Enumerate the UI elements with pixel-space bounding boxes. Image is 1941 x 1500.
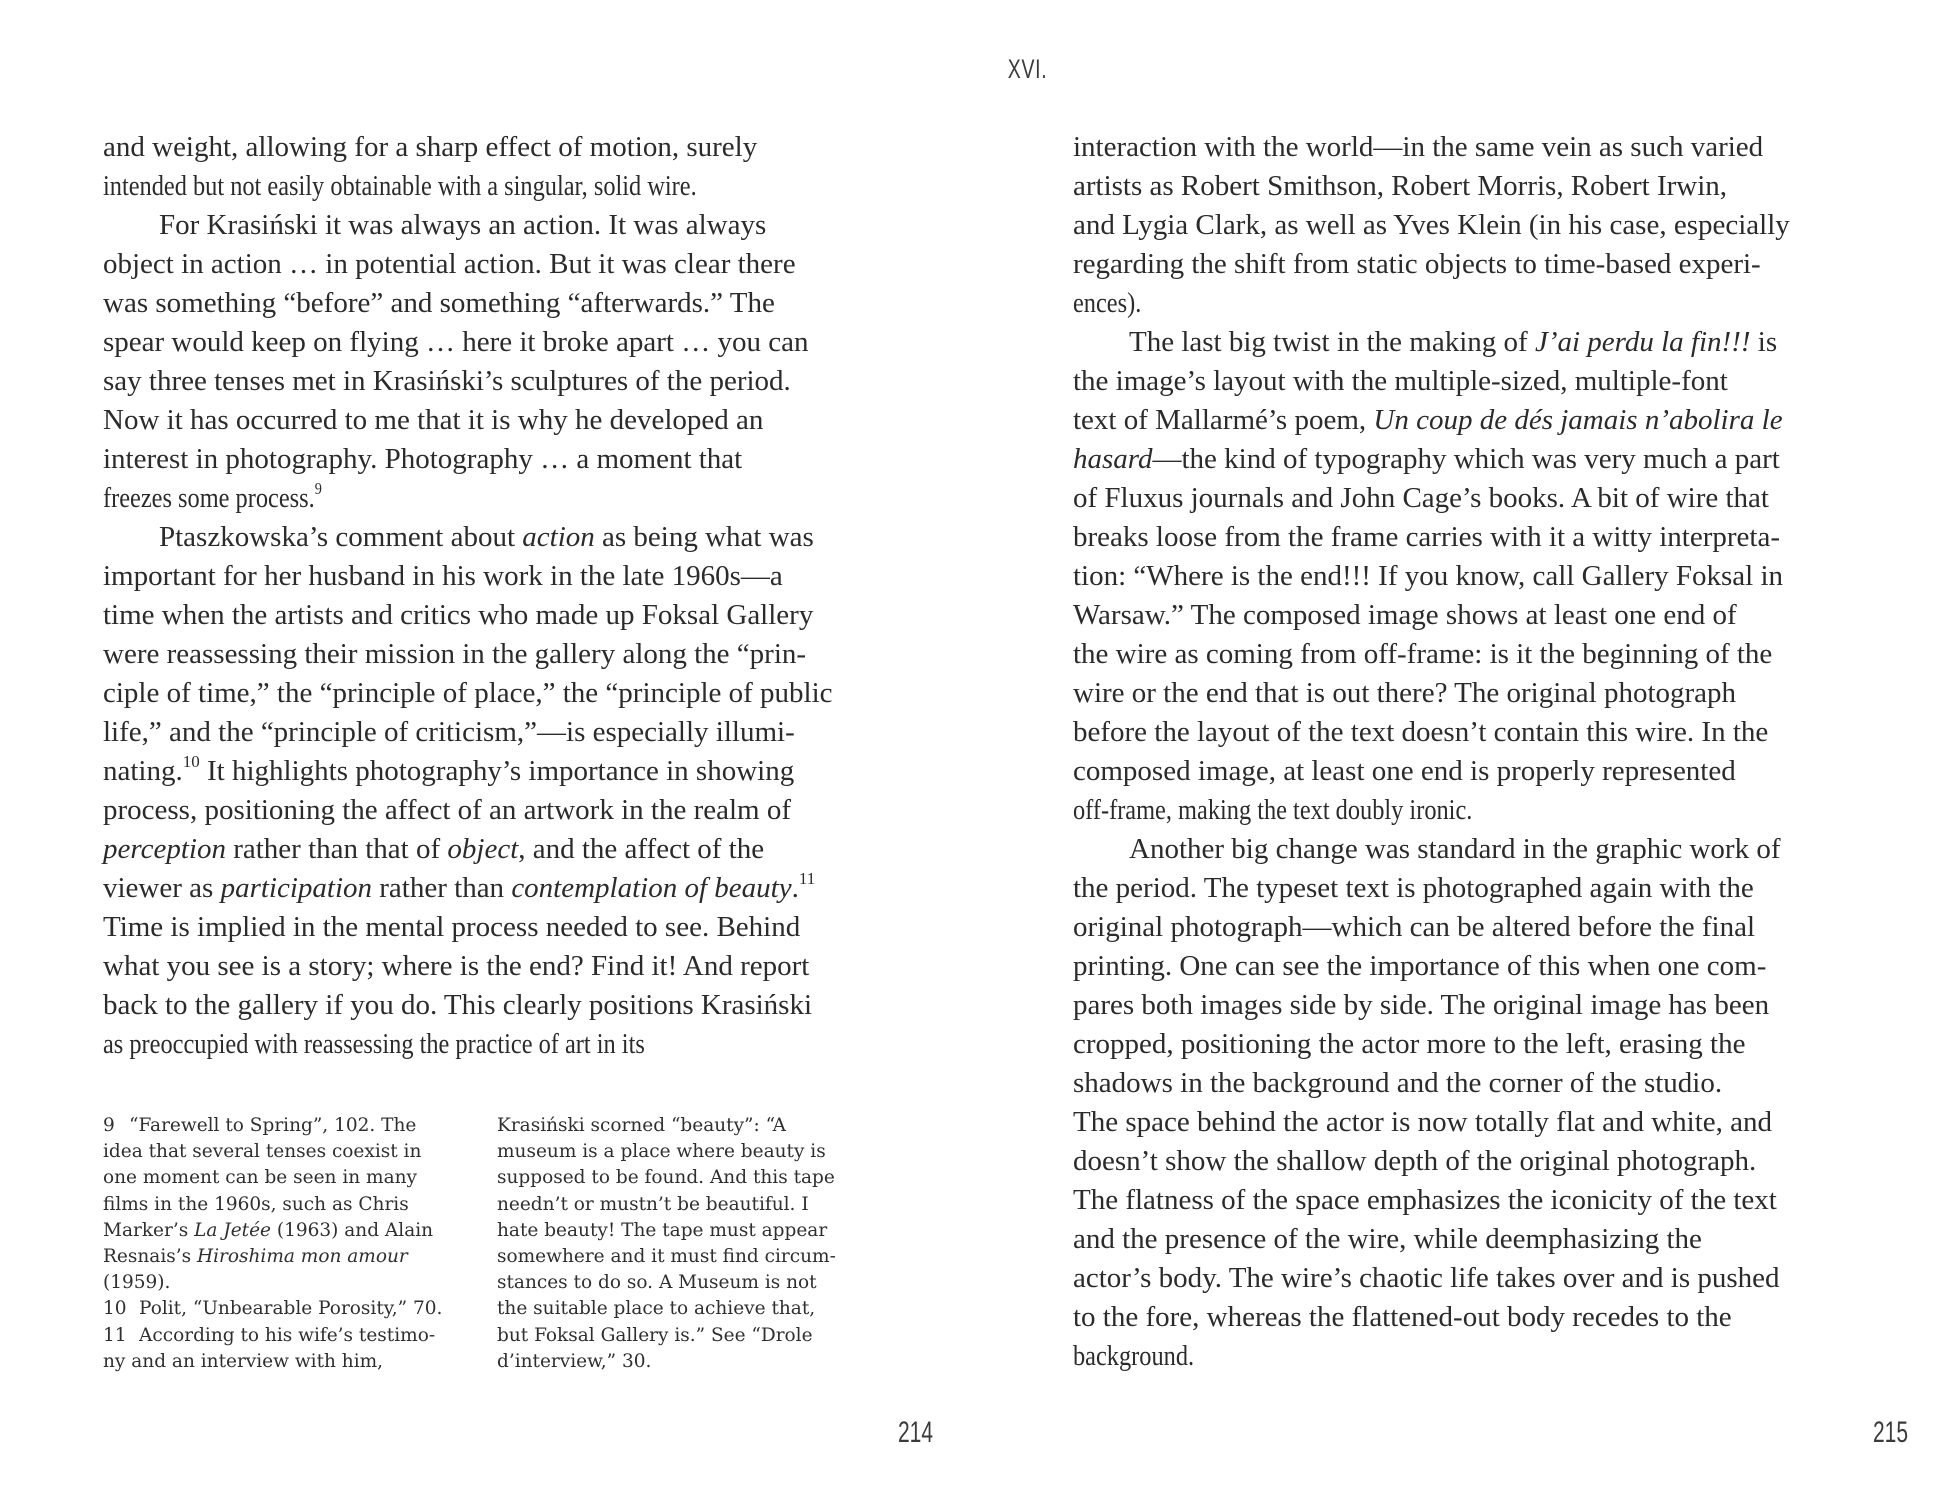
text-run: shadows in the background and the corner of the studio.: [1073, 1067, 1723, 1099]
line-content: [103, 908, 800, 947]
text-run: According to his wife’s testimo-: [139, 1324, 436, 1346]
text-run: films in the 1960s, such as Chris: [103, 1193, 409, 1215]
footnote-line: [497, 1113, 872, 1139]
text-line: [1073, 1025, 1843, 1064]
text-run: important for her husband in his work in the late 1960s—a: [103, 560, 783, 592]
footnote-line: [497, 1349, 872, 1375]
italic-text: hasard: [1073, 443, 1153, 475]
line-content: [103, 323, 808, 362]
text-run: .: [791, 872, 799, 904]
text-run: Resnais’s: [103, 1245, 197, 1267]
text-line: [1073, 167, 1843, 206]
text-run: stances to do so. A Museum is not: [497, 1272, 817, 1294]
line-content: [103, 596, 813, 635]
text-line: [103, 245, 870, 284]
italic-text: Hiroshima mon amour: [196, 1245, 408, 1267]
text-line: [1073, 401, 1843, 440]
text-run: The flatness of the space emphasizes the iconicity of the text: [1073, 1184, 1777, 1216]
text-run: , and the affect of the: [518, 833, 765, 865]
line-content: [1073, 908, 1755, 947]
line-content: [1073, 947, 1766, 986]
text-line: [103, 869, 870, 908]
text-run: (1963) and Alain: [270, 1219, 434, 1241]
line-content: [1073, 1298, 1732, 1337]
text-run: hate beauty! The tape must appear: [497, 1219, 828, 1241]
text-run: life,” and the “principle of criticism,”—is especially illumi-: [103, 716, 795, 748]
line-content: [159, 518, 814, 557]
text-line: [1073, 713, 1843, 752]
line-content: [1073, 1064, 1722, 1103]
text-line: [103, 1025, 870, 1064]
line-content: [1073, 674, 1736, 713]
text-run: Another big change was standard in the graphic work of: [1129, 833, 1781, 865]
line-content: [103, 557, 783, 596]
text-run: actor’s body. The wire’s chaotic life takes over and is pushed: [1073, 1262, 1780, 1294]
text-run: what you see is a story; where is the end? Find it! And report: [103, 950, 810, 982]
footnote-line: [103, 1113, 478, 1139]
line-content: [103, 986, 812, 1025]
text-line: [1073, 908, 1843, 947]
text-run: artists as Robert Smithson, Robert Morris, Robert Irwin,: [1073, 170, 1728, 202]
text-run: printing. One can see the importance of this when one com-: [1073, 950, 1767, 982]
text-line: [103, 401, 870, 440]
text-run: needn’t or mustn’t be beautiful. I: [497, 1193, 809, 1215]
line-content: [103, 362, 791, 401]
text-line: [1073, 245, 1843, 284]
text-run: object in action … in potential action. But it was clear there: [103, 248, 796, 280]
text-run: ciple of time,” the “principle of place,” the “principle of public: [103, 677, 833, 709]
line-content: [1073, 869, 1754, 908]
text-run: For Krasiński it was always an action. It was always: [159, 209, 767, 241]
line-content: [1073, 1142, 1756, 1181]
text-run: and the presence of the wire, while deemphasizing the: [1073, 1223, 1702, 1255]
footnote-ref: 10: [182, 752, 200, 772]
footnote-line: [103, 1244, 478, 1270]
line-content: [1073, 1103, 1772, 1142]
footnotes-column-a: [103, 1113, 478, 1375]
text-line: [103, 167, 870, 206]
text-run: “Farewell to Spring”, 102. The: [129, 1115, 417, 1136]
text-run: idea that several tenses coexist in: [103, 1141, 422, 1163]
text-run: say three tenses met in Krasiński’s sculptures of the period.: [103, 365, 791, 397]
text-line: [103, 479, 870, 518]
footnote-ref: 11: [798, 869, 816, 889]
italic-text: contemplation of beauty: [511, 872, 792, 904]
text-run: rather than that of: [225, 833, 448, 865]
running-head-chapter: XVI.: [1007, 54, 1048, 84]
text-line: [1073, 323, 1843, 362]
text-line: [1073, 791, 1843, 830]
text-line: [1073, 1220, 1843, 1259]
text-run: composed image, at least one end is properly represented: [1073, 755, 1736, 787]
line-content: [1073, 128, 1763, 167]
text-line: [1073, 557, 1843, 596]
line-content: [1073, 245, 1761, 284]
footnote-line: [497, 1270, 872, 1296]
text-line: [1073, 206, 1843, 245]
text-line: [103, 713, 870, 752]
text-run: wire or the end that is out there? The original photograph: [1073, 677, 1737, 709]
text-line: [103, 830, 870, 869]
line-content: [103, 674, 833, 713]
italic-text: action: [522, 521, 595, 553]
text-line: [103, 596, 870, 635]
page-number-right: 215: [1873, 1416, 1909, 1449]
footnote-line: [497, 1244, 872, 1270]
line-content: [103, 869, 815, 908]
line-content: [1073, 596, 1737, 635]
text-run: rather than: [372, 872, 512, 904]
text-line: [1073, 362, 1843, 401]
text-run: interaction with the world—in the same vein as such varied: [1073, 131, 1764, 163]
line-content: [159, 206, 766, 245]
text-run: one moment can be seen in many: [103, 1167, 417, 1189]
text-run: the image’s layout with the multiple-sized, multiple-font: [1073, 365, 1728, 397]
text-line: [1073, 128, 1843, 167]
text-run: regarding the shift from static objects to time-based experi-: [1073, 248, 1761, 280]
footnote-line: [103, 1218, 478, 1244]
text-run: were reassessing their mission in the gallery along the “prin-: [103, 638, 807, 670]
text-run: is: [1750, 326, 1778, 358]
footnote-line: [497, 1323, 872, 1349]
text-run: Warsaw.” The composed image shows at least one end of: [1073, 599, 1737, 631]
text-run: background.: [1073, 1340, 1195, 1372]
text-run: breaks loose from the frame carries with it a witty interpreta-: [1073, 521, 1781, 553]
line-content: [103, 713, 795, 752]
footnote-number: 9: [103, 1115, 115, 1136]
line-content: [103, 947, 809, 986]
text-line: [103, 947, 870, 986]
line-content: [103, 401, 763, 440]
footnote-line: [497, 1218, 872, 1244]
line-content: [103, 1025, 645, 1064]
line-content: [1073, 713, 1768, 752]
line-content: [1073, 284, 1141, 323]
text-line: [1073, 1259, 1843, 1298]
text-line: [1073, 1298, 1843, 1337]
line-content: [1073, 557, 1783, 596]
text-line: [1073, 1103, 1843, 1142]
text-run: Marker’s: [103, 1219, 195, 1241]
footnote-number: 10: [103, 1298, 127, 1320]
text-line: [103, 518, 870, 557]
text-run: Polit, “Unbearable Porosity,” 70.: [139, 1298, 443, 1320]
line-content: [1073, 1220, 1702, 1259]
line-content: [1073, 440, 1780, 479]
line-content: [1073, 1181, 1777, 1220]
text-line: [103, 362, 870, 401]
text-run: the suitable place to achieve that,: [497, 1298, 816, 1320]
line-content: [1129, 323, 1777, 362]
text-run: as preoccupied with reassessing the practice of art in its: [103, 1028, 645, 1060]
text-run: supposed to be found. And this tape: [497, 1167, 835, 1189]
text-run: The space behind the actor is now totally flat and white, and: [1073, 1106, 1773, 1138]
text-run: viewer as: [103, 872, 221, 904]
italic-text: participation: [220, 872, 373, 904]
line-content: [103, 752, 794, 791]
text-line: [103, 791, 870, 830]
text-run: and Lygia Clark, as well as Yves Klein (in his case, especially: [1073, 209, 1790, 241]
footnote-line: [103, 1349, 478, 1375]
footnote-line: [497, 1192, 872, 1218]
line-content: [1073, 401, 1783, 440]
line-content: [1073, 167, 1727, 206]
text-line: [1073, 674, 1843, 713]
text-run: original photograph—which can be altered before the final: [1073, 911, 1756, 943]
text-line: [1073, 986, 1843, 1025]
footnote-line: [103, 1192, 478, 1218]
text-line: [103, 674, 870, 713]
text-run: was something “before” and something “afterwards.” The: [103, 287, 775, 319]
text-line: [1073, 1337, 1843, 1376]
text-run: ences).: [1073, 287, 1142, 319]
line-content: [103, 791, 791, 830]
footnote-ref: 9: [314, 479, 322, 499]
text-line: [103, 908, 870, 947]
footnote-line: [497, 1165, 872, 1191]
text-line: [1073, 440, 1843, 479]
text-run: cropped, positioning the actor more to the left, erasing the: [1073, 1028, 1746, 1060]
right-page-body: [1073, 128, 1843, 1376]
text-line: [1073, 596, 1843, 635]
text-line: [1073, 752, 1843, 791]
line-content: [103, 167, 697, 206]
line-content: [1129, 830, 1781, 869]
text-run: pares both images side by side. The original image has been: [1073, 989, 1770, 1021]
text-line: [1073, 1142, 1843, 1181]
text-line: [103, 986, 870, 1025]
line-content: [1073, 752, 1736, 791]
footnote-line: [497, 1139, 872, 1165]
line-content: [1073, 791, 1472, 830]
text-line: [1073, 830, 1843, 869]
text-run: (1959).: [103, 1272, 171, 1294]
text-line: [103, 440, 870, 479]
text-run: time when the artists and critics who made up Foksal Gallery: [103, 599, 814, 631]
italic-text: J’ai perdu la fin!!!: [1534, 326, 1751, 358]
italic-text: La Jetée: [194, 1219, 271, 1241]
line-content: [1073, 986, 1769, 1025]
italic-text: Un coup de dés jamais n’abolira le: [1373, 404, 1783, 436]
line-content: [1073, 362, 1728, 401]
text-run: the period. The typeset text is photographed again with the: [1073, 872, 1754, 904]
footnote-line: [103, 1296, 478, 1322]
text-run: Krasiński scorned “beauty”: “A: [497, 1115, 787, 1136]
line-content: [1073, 479, 1769, 518]
page-number-left: 214: [898, 1416, 934, 1449]
text-run: spear would keep on flying … here it broke apart … you can: [103, 326, 809, 358]
line-content: [103, 830, 764, 869]
italic-text: perception: [103, 833, 226, 865]
text-line: [1073, 518, 1843, 557]
text-run: to the fore, whereas the flattened-out body recedes to the: [1073, 1301, 1732, 1333]
text-line: [103, 128, 870, 167]
line-content: [103, 128, 757, 167]
text-run: tion: “Where is the end!!! If you know, call Gallery Foksal in: [1073, 560, 1784, 592]
footnote-line: [103, 1323, 478, 1349]
line-content: [1073, 1337, 1194, 1376]
text-run: interest in photography. Photography … a moment that: [103, 443, 743, 475]
text-run: d’interview,” 30.: [497, 1350, 652, 1372]
text-run: process, positioning the affect of an artwork in the realm of: [103, 794, 791, 826]
text-line: [103, 635, 870, 674]
text-run: The last big twist in the making of: [1129, 326, 1535, 358]
text-run: off-frame, making the text doubly ironic.: [1073, 794, 1473, 826]
text-run: nating.: [103, 755, 183, 787]
text-run: and weight, allowing for a sharp effect of motion, surely: [103, 131, 758, 163]
footnotes-column-b: [497, 1113, 872, 1375]
text-line: [103, 284, 870, 323]
text-line: [1073, 1181, 1843, 1220]
italic-text: object: [447, 833, 519, 865]
footnote-line: [103, 1270, 478, 1296]
text-run: intended but not easily obtainable with a singular, solid wire.: [103, 170, 697, 202]
text-line: [1073, 284, 1843, 323]
line-content: [1073, 518, 1780, 557]
text-run: —the kind of typography which was very much a part: [1152, 443, 1780, 475]
text-line: [103, 752, 870, 791]
text-run: museum is a place where beauty is: [497, 1141, 826, 1163]
text-run: but Foksal Gallery is.” See “Drole: [497, 1324, 813, 1346]
line-content: [103, 635, 806, 674]
text-run: Ptaszkowska’s comment about: [159, 521, 523, 553]
text-run: as being what was: [594, 521, 814, 553]
text-line: [103, 323, 870, 362]
text-line: [1073, 635, 1843, 674]
left-page-body: [103, 128, 870, 1064]
line-content: [1073, 1025, 1745, 1064]
text-run: ny and an interview with him,: [103, 1350, 384, 1372]
line-content: [1073, 635, 1772, 674]
text-line: [1073, 947, 1843, 986]
text-line: [103, 557, 870, 596]
text-line: [1073, 1064, 1843, 1103]
footnote-line: [103, 1165, 478, 1191]
text-run: doesn’t show the shallow depth of the original photograph.: [1073, 1145, 1757, 1177]
text-run: It highlights photography’s importance in showing: [199, 755, 795, 787]
line-content: [1073, 1259, 1780, 1298]
text-run: freezes some process.: [103, 482, 315, 514]
text-run: the wire as coming from off-frame: is it the beginning of the: [1073, 638, 1773, 670]
text-run: before the layout of the text doesn’t contain this wire. In the: [1073, 716, 1769, 748]
footnote-line: [497, 1296, 872, 1322]
footnote-number: 11: [103, 1324, 127, 1346]
text-line: [1073, 479, 1843, 518]
text-line: [103, 206, 870, 245]
line-content: [103, 440, 742, 479]
text-run: back to the gallery if you do. This clearly positions Krasiński: [103, 989, 813, 1021]
line-content: [103, 479, 322, 518]
text-run: somewhere and it must find circum-: [497, 1245, 836, 1267]
footnote-line: [103, 1139, 478, 1165]
text-run: Now it has occurred to me that it is why he developed an: [103, 404, 764, 436]
text-run: Time is implied in the mental process needed to see. Behind: [103, 911, 801, 943]
text-line: [1073, 869, 1843, 908]
line-content: [103, 284, 775, 323]
line-content: [103, 245, 796, 284]
line-content: [1073, 206, 1790, 245]
text-run: of Fluxus journals and John Cage’s books. A bit of wire that: [1073, 482, 1769, 514]
text-run: text of Mallarmé’s poem,: [1073, 404, 1374, 436]
